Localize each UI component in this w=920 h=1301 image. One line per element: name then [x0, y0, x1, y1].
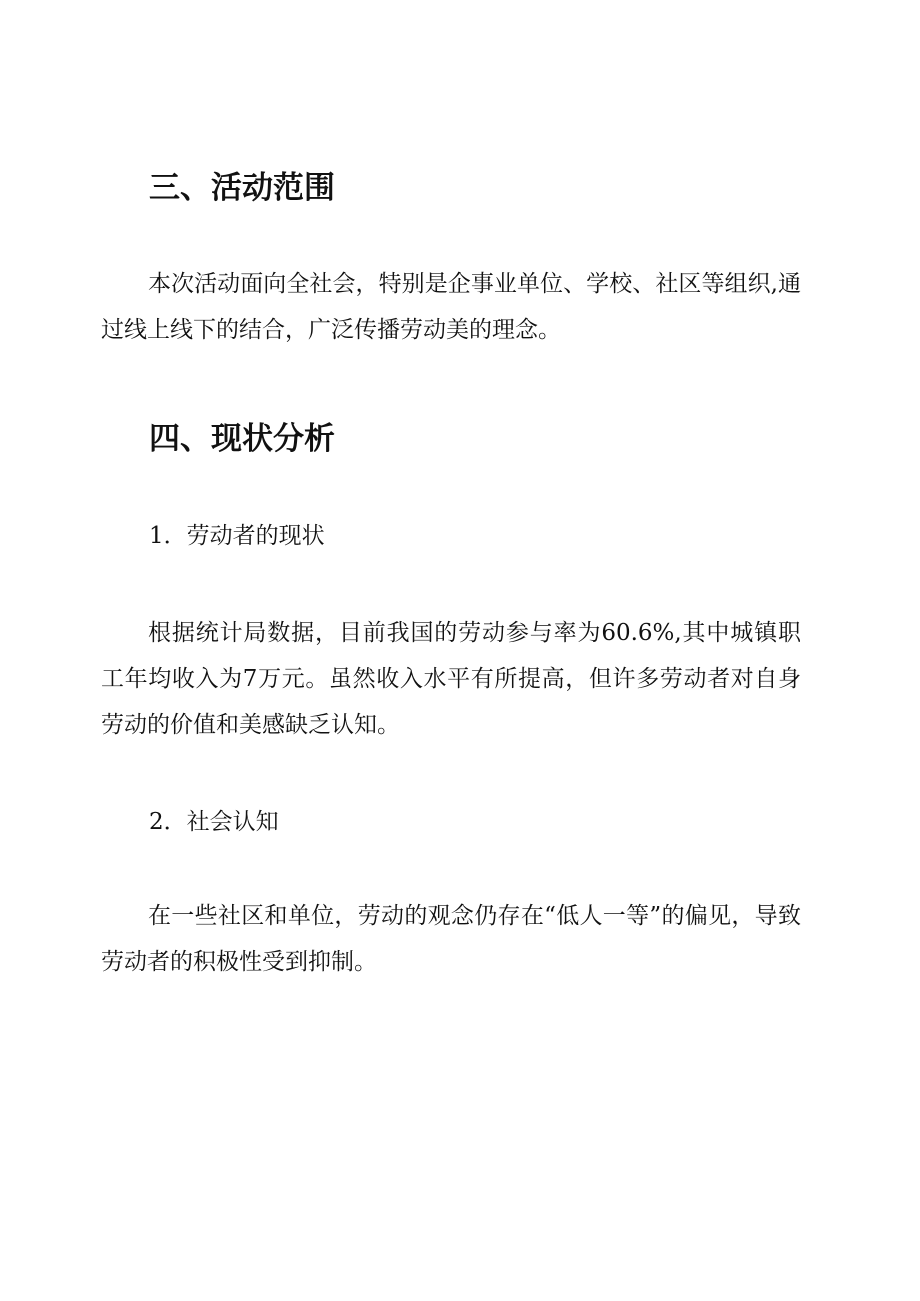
activity-scope-paragraph: 本次活动面向全社会，特别是企事业单位、学校、社区等组织,通过线上线下的结合，广泛传播劳动美的理念。 — [101, 271, 801, 343]
social-perception-paragraph: 在一些社区和单位，劳动的观念仍存在“低人一等”的偏见，导致劳动者的积极性受到抑制。 — [101, 903, 801, 975]
worker-status-paragraph: 根据统计局数据，目前我国的劳动参与率为60.6%,其中城镇职工年均收入为7万元。虽然收入水平有所提高，但许多劳动者对自身劳动的价值和美感缺乏认知。 — [101, 620, 801, 738]
section-heading-activity-scope: 三、活动范围 — [149, 170, 335, 206]
section-heading-status-analysis: 四、现状分析 — [149, 421, 335, 457]
subsection-title-worker-status: 1．劳动者的现状 — [149, 523, 325, 549]
subsection-title-social-perception: 2．社会认知 — [149, 809, 279, 835]
